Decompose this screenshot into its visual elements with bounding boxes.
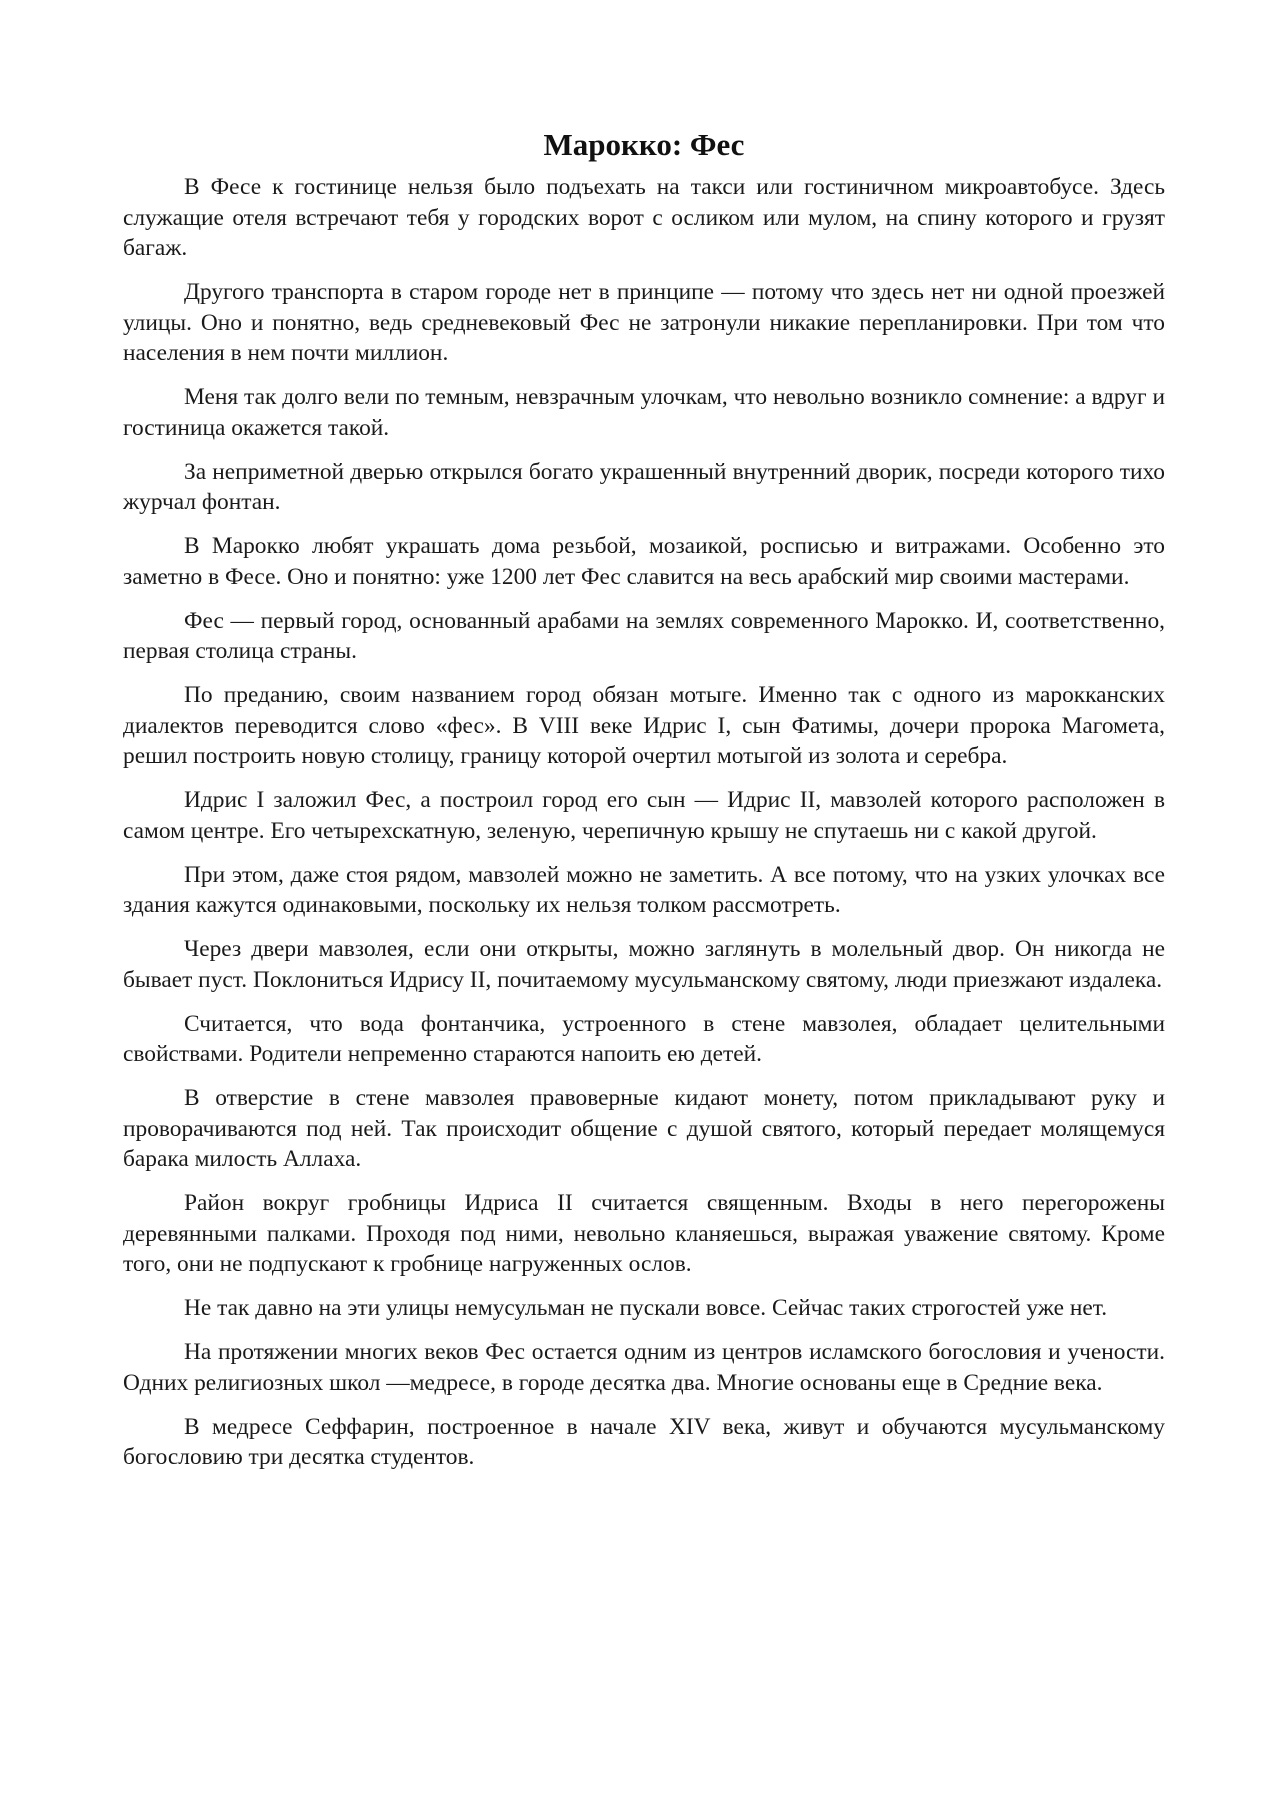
paragraph: Через двери мавзолея, если они открыты, можно заглянуть в молельный двор. Он никогда не бывает пуст. Поклониться Идрису II, почитаемому мусульманскому святому, люди приезжают издалека. — [123, 936, 1165, 993]
page-title: Марокко: Фес — [543, 127, 745, 162]
paragraph: За неприметной дверью открылся богато украшенный внутренний дворик, посреди которого тихо журчал фонтан. — [123, 458, 1165, 515]
paragraph: В медресе Сеффарин, построенное в начале XIV века, живут и обучаются мусульманскому богословию три десятка студентов. — [123, 1413, 1165, 1470]
paragraph: На протяжении многих веков Фес остается одним из центров исламского богословия и учености. Одних религиозных школ —медресе, в городе десятка два. Многие основаны еще в Средние века. — [123, 1339, 1165, 1396]
paragraph: При этом, даже стоя рядом, мавзолей можно не заметить. А все потому, что на узких улочках все здания кажутся одинаковыми, поскольку их нельзя толком рассмотреть. — [123, 861, 1165, 918]
paragraph: Не так давно на эти улицы немусульман не пускали вовсе. Сейчас таких строгостей уже нет. — [184, 1295, 1108, 1321]
paragraph: В отверстие в стене мавзолея правоверные кидают монету, потом прикладывают руку и проворачиваются под ней. Так происходит общение с душой святого, который передает молящемуся барака милость Аллаха. — [123, 1085, 1165, 1172]
document-body — [123, 118, 1165, 1486]
paragraph: Фес — первый город, основанный арабами на землях современного Марокко. И, соответственно, первая столица страны. — [123, 607, 1165, 664]
paragraph: В Фесе к гостинице нельзя было подъехать на такси или гостиничном микроавтобусе. Здесь служащие отеля встречают тебя у городских ворот с осликом или мулом, на спину которого и грузят багаж. — [123, 174, 1165, 261]
paragraph: В Марокко любят украшать дома резьбой, мозаикой, росписью и витражами. Особенно это заметно в Фесе. Оно и понятно: уже 1200 лет Фес славится на весь арабский мир своими мастерами. — [123, 533, 1165, 590]
paragraph: Меня так долго вели по темным, невзрачным улочкам, что невольно возникло сомнение: а вдруг и гостиница окажется такой. — [123, 384, 1165, 441]
paragraph: Идрис I заложил Фес, а построил город его сын — Идрис II, мавзолей которого расположен в самом центре. Его четырехскатную, зеленую, черепичную крышу не спутаешь ни с какой другой. — [123, 787, 1165, 844]
paragraph: По преданию, своим названием город обязан мотыге. Именно так с одного из марокканских диалектов переводится слово «фес». В VIII веке Идрис I, сын Фатимы, дочери пророка Магомета, решил построить новую столицу, границу которой очертил мотыгой из золота и серебра. — [123, 682, 1165, 769]
paragraph: Район вокруг гробницы Идриса II считается священным. Входы в него перегорожены деревянными палками. Проходя под ними, невольно кланяешься, выражая уважение святому. Кроме того, они не подпускают к гробнице нагруженных ослов. — [123, 1190, 1165, 1277]
paragraph: Считается, что вода фонтанчика, устроенного в стене мавзолея, обладает целительными свойствами. Родители непременно стараются напоить ею детей. — [123, 1010, 1165, 1067]
paragraph: Другого транспорта в старом городе нет в принципе — потому что здесь нет ни одной проезжей улицы. Оно и понятно, ведь средневековый Фес не затронули никакие перепланировки. При том что населения в нем почти миллион. — [123, 279, 1165, 366]
